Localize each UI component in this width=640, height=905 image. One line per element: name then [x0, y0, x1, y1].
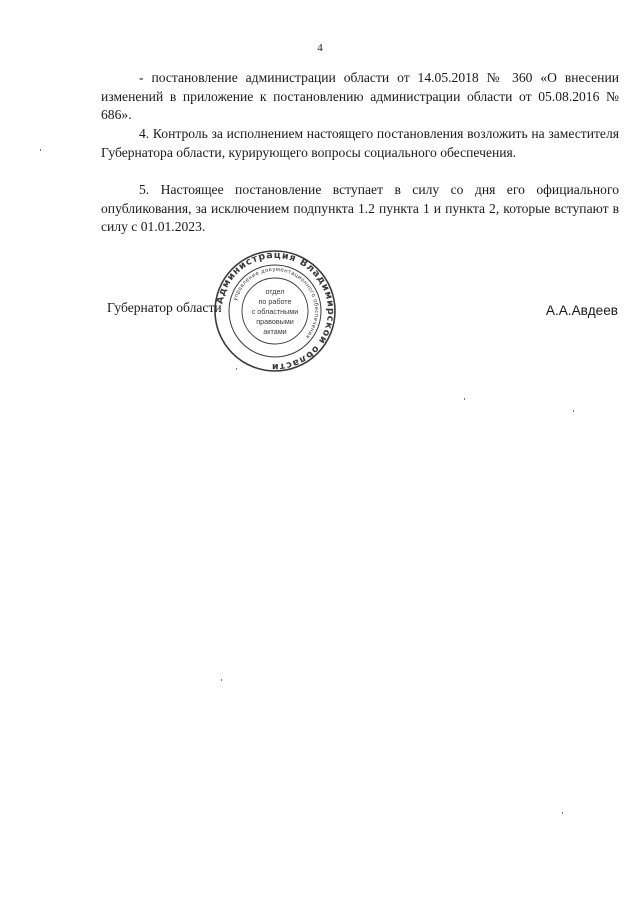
scan-speck — [464, 398, 465, 400]
seal-center-line: с областными — [251, 307, 299, 316]
paragraph-effective-date: 5. Настоящее постановление вступает в силу со дня его официального опубликования, за исключением подпункта 1.2 пункта 1 и пункта 2, которые вступают в силу с 01.01.2023. — [101, 182, 619, 234]
seal-center-line: актами — [263, 327, 287, 336]
scan-speck — [562, 812, 563, 814]
signatory-title: Губернатор области — [107, 300, 222, 315]
official-seal — [213, 249, 337, 373]
seal-center-line: по работе — [258, 297, 292, 306]
page-number: 4 — [317, 42, 323, 54]
scan-speck — [573, 410, 574, 412]
seal-center-line: правовыми — [256, 317, 294, 326]
scan-speck — [221, 679, 222, 681]
scan-speck — [236, 368, 237, 370]
seal-outer-text: Администрация Владимирской области — [214, 249, 337, 373]
paragraph-control-clause: 4. Контроль за исполнением настоящего постановления возложить на заместителя Губернатора области, курирующего вопросы социального обеспечения. — [101, 126, 619, 160]
signatory-name: А.А.Авдеев — [545, 303, 618, 318]
scan-speck — [40, 149, 41, 151]
seal-center-line: отдел — [265, 287, 285, 296]
paragraph-repealed-act: - постановление администрации области от 14.05.2018 № 360 «О внесении изменений в приложение к постановлению администрации области от 05.08.2016 № 686». — [101, 70, 619, 122]
seal-inner-text: управление документационного обеспечения — [232, 266, 320, 340]
